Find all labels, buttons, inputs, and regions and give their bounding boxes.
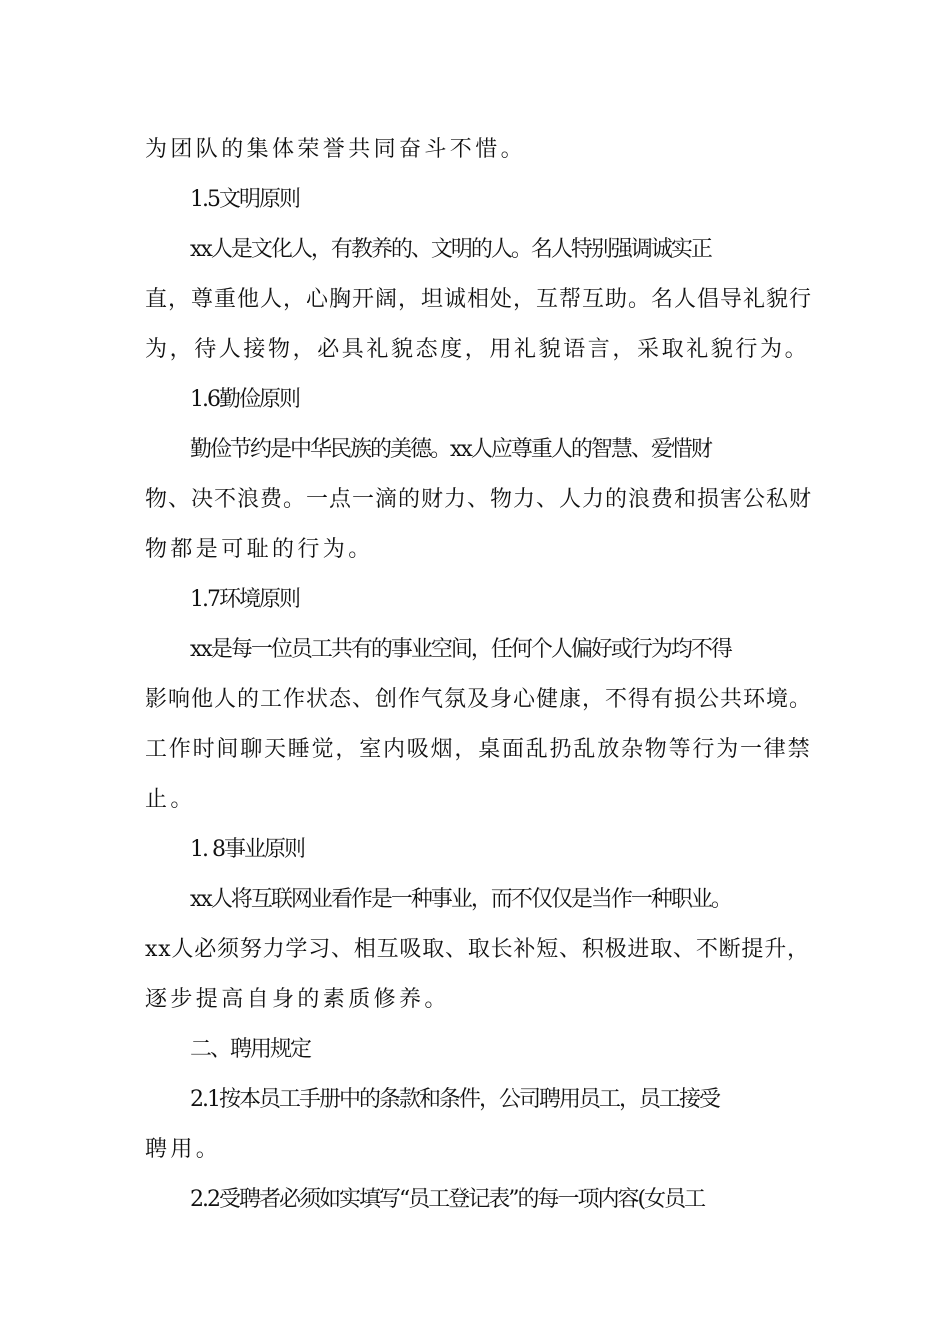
paragraph-line: 工作时间聊天睡觉，室内吸烟，桌面乱扔乱放杂物等行为一律禁 xyxy=(145,737,812,762)
section-heading: 1.5文明原则 xyxy=(190,187,299,212)
section-heading: 1.6勤俭原则 xyxy=(190,387,299,412)
chapter-heading: 二、聘用规定 xyxy=(190,1037,311,1062)
paragraph-line: 物、决不浪费。一点一滴的财力、物力、人力的浪费和损害公私财 xyxy=(145,487,813,512)
paragraph-line: 2.1按本员工手册中的条款和条件，公司聘用员工，员工接受 xyxy=(190,1087,719,1112)
paragraph-line: xx人将互联网业看作是一种事业，而不仅仅是当作一种职业。 xyxy=(190,887,731,912)
paragraph-line: 影响他人的工作状态、创作气氛及身心健康，不得有损公共环境。 xyxy=(145,687,813,712)
paragraph-line: xx人必须努力学习、相互吸取、取长补短、积极进取、不断提升， xyxy=(145,937,810,962)
paragraph-line: 为，待人接物，必具礼貌态度，用礼貌语言，采取礼貌行为。 xyxy=(145,337,810,362)
section-heading: 1. 8事业原则 xyxy=(190,837,304,862)
paragraph-line: xx人是文化人，有教养的、文明的人。名人特别强调诚实正 xyxy=(190,237,711,262)
paragraph-line: 逐步提高自身的素质修养。 xyxy=(145,987,450,1012)
paragraph-line: 直，尊重他人，心胸开阔，坦诚相处，互帮互助。名人倡导礼貌行 xyxy=(145,287,813,312)
paragraph-line: 止。 xyxy=(145,787,196,812)
section-heading: 1.7环境原则 xyxy=(190,587,299,612)
paragraph-line: xx是每一位员工共有的事业空间，任何个人偏好或行为均不得 xyxy=(190,637,731,662)
paragraph-line: 勤俭节约是中华民族的美德。xx人应尊重人的智慧、爱惜财 xyxy=(190,437,711,462)
paragraph-line: 2.2受聘者必须如实填写“员工登记表”的每一项内容(女员工 xyxy=(190,1187,705,1212)
paragraph-line: 聘用。 xyxy=(145,1137,222,1162)
paragraph-line: 为团队的集体荣誉共同奋斗不惜。 xyxy=(145,137,527,162)
paragraph-line: 物都是可耻的行为。 xyxy=(145,537,374,562)
